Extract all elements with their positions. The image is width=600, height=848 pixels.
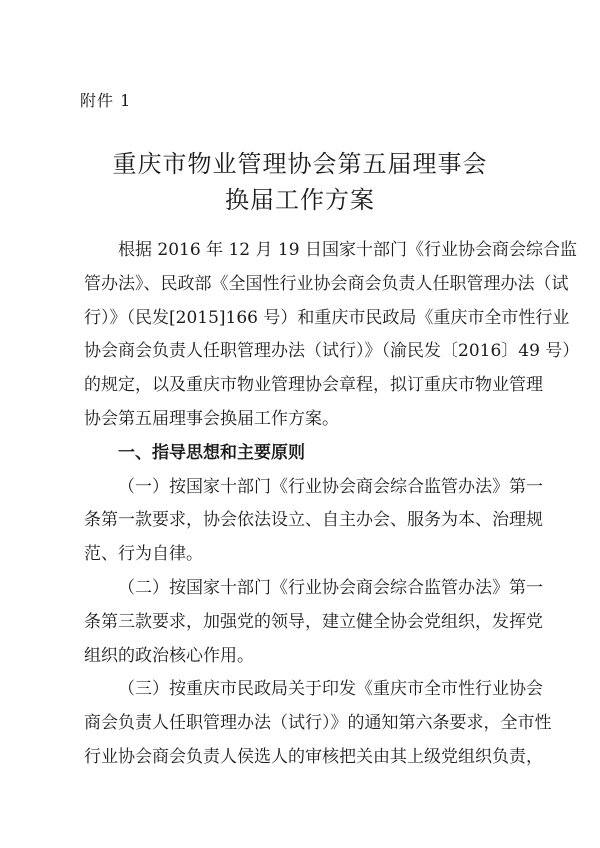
body-line: 条第三款要求，加强党的领导，建立健全协会党组织，发挥党 bbox=[84, 611, 543, 632]
body-line: 商会负责人任职管理办法（试行）》的通知第六条要求，全市性 bbox=[84, 713, 552, 734]
document-title-line-1: 重庆市物业管理协会第五届理事会 bbox=[112, 150, 488, 178]
attachment-label: 附件 1 bbox=[80, 91, 132, 110]
body-line: 条第一款要求，协会依法设立、自主办会、服务为本、治理规 bbox=[84, 510, 543, 531]
body-line: （二）按国家十部门《行业协会商会综合监管办法》第一 bbox=[118, 577, 543, 598]
body-line: （一）按国家十部门《行业协会商会综合监管办法》第一 bbox=[118, 476, 543, 497]
body-line: 管办法》、民政部《全国性行业协会商会负责人任职管理办法（试 bbox=[84, 273, 569, 294]
body-line: 行）》（民发[2015]166 号）和重庆市民政局《重庆市全市性行业 bbox=[84, 307, 570, 328]
body-line: 协会商会负责人任职管理办法（试行）》（渝民发〔2016〕49 号） bbox=[84, 341, 580, 362]
body-line: 范、行为自律。 bbox=[84, 544, 203, 565]
document-title-line-2: 换届工作方案 bbox=[225, 186, 375, 214]
body-line: 协会第五届理事会换届工作方案。 bbox=[84, 408, 339, 429]
document-body bbox=[84, 234, 580, 775]
body-line: 行业协会商会负责人侯选人的审核把关由其上级党组织负责， bbox=[84, 746, 543, 767]
body-line: 的规定，以及重庆市物业管理协会章程，拟订重庆市物业管理 bbox=[84, 375, 543, 396]
body-line: （三）按重庆市民政局关于印发《重庆市全市性行业协会 bbox=[118, 679, 543, 700]
section-heading: 一、指导思想和主要原则 bbox=[118, 442, 305, 463]
body-line: 根据 2016 年 12 月 19 日国家十部门《行业协会商会综合监 bbox=[118, 240, 577, 260]
body-line: 组织的政治核心作用。 bbox=[84, 645, 254, 666]
